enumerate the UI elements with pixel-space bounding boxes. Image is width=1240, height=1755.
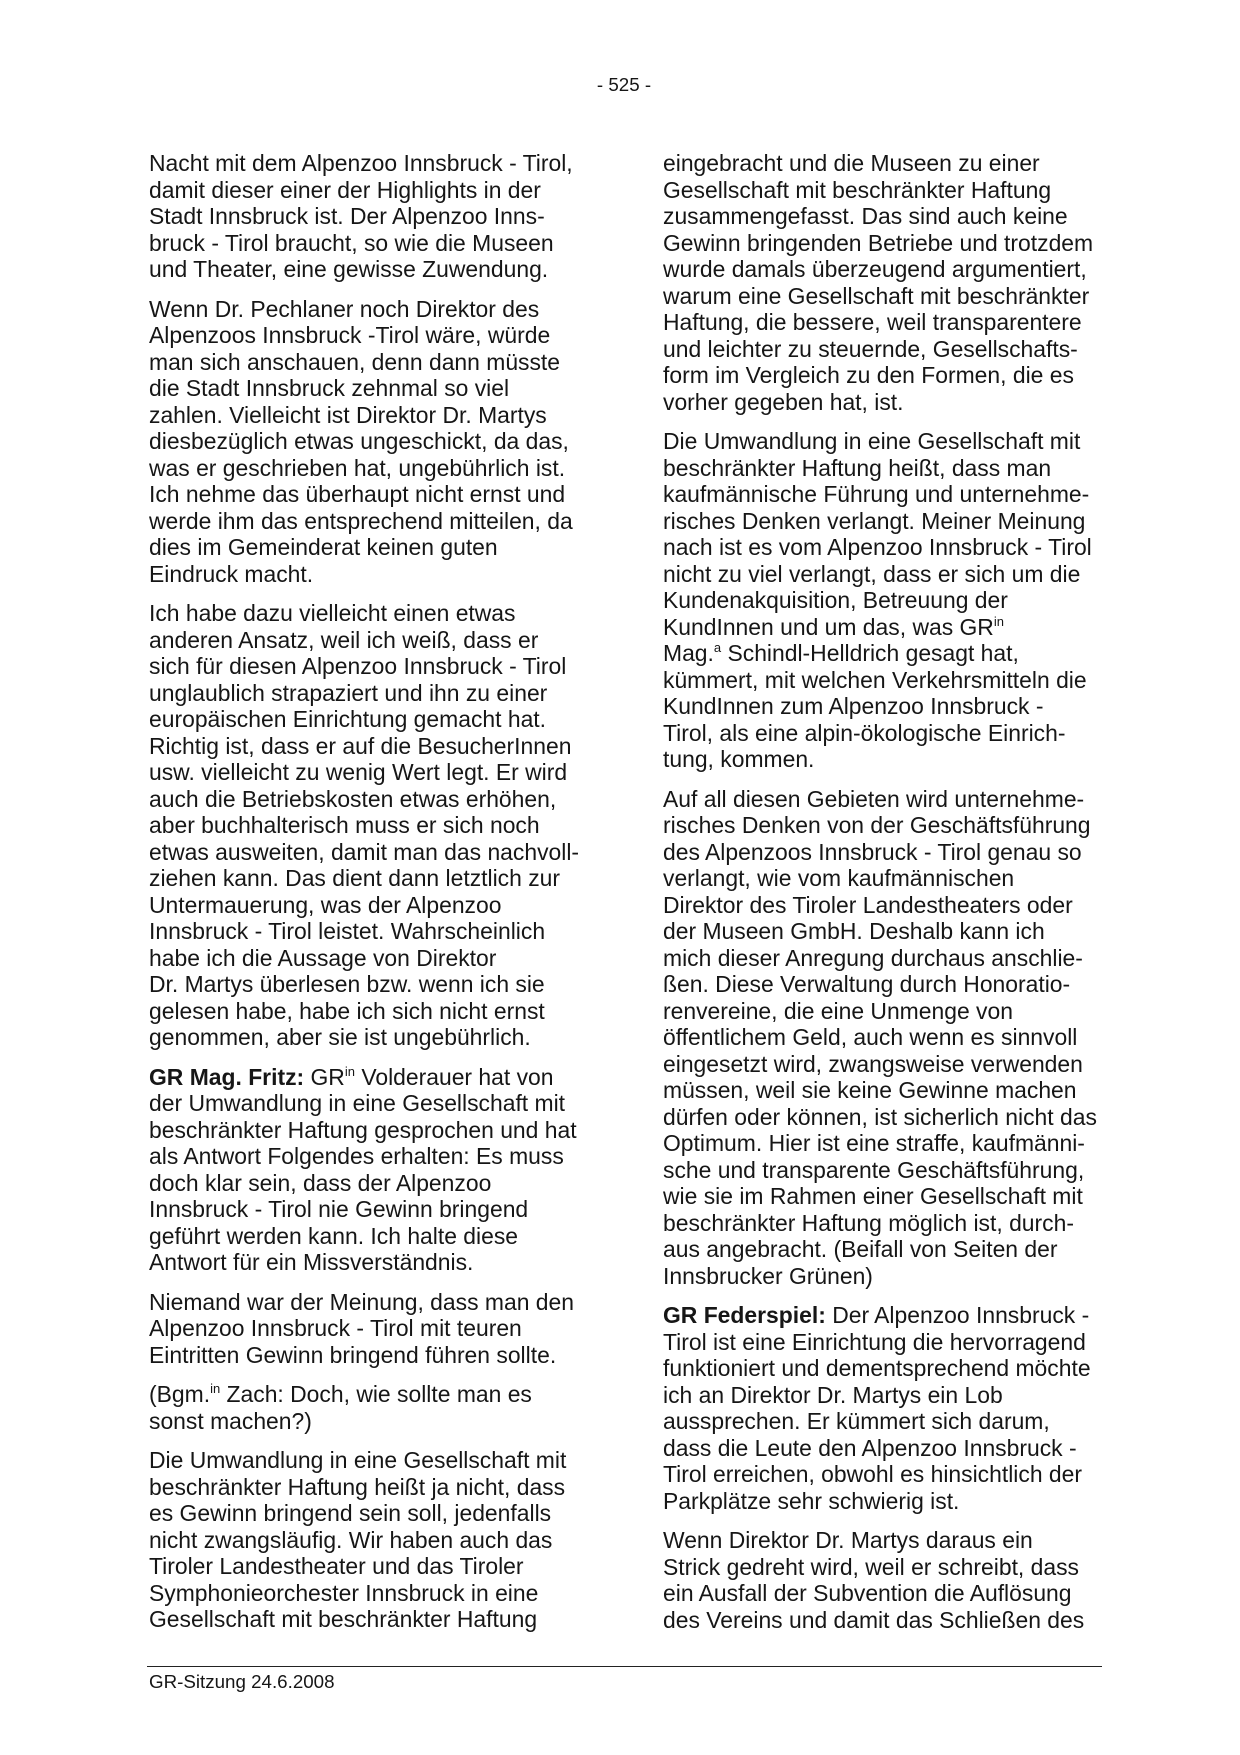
paragraph-text: Der Alpenzoo Innsbruck - Tirol ist eine Einrichtung die hervorragend funktioniert und dementsprechend möchte ich an Direktor Dr. Martys ein Lob aussprechen. Er kümmert sich darum, dass die Leute den Alpenzoo Innsbruck - Tirol erreichen, obwohl es hinsichtlich der Parkplätze sehr schwierig ist. [663,1302,1091,1514]
paragraph: Die Umwandlung in eine Gesellschaft mit beschränkter Haftung heißt ja nicht, dass es Gewinn bringend sein soll, jedenfalls nicht zwangsläufig. Wir haben auch das Tiroler Landestheater und das Tiroler Symphonieorchester Innsbruck in eine Gesellschaft mit beschränkter Haftung [149,1447,567,1632]
paragraph-speech-federspiel [663,1302,1133,1514]
superscript: in [993,613,1004,629]
paragraph-speech-fritz [149,1064,619,1276]
page-number: - 525 - [596,74,652,95]
paragraph [663,428,1133,773]
paragraph-text: Die Umwandlung in eine Gesellschaft mit beschränkter Haftung heißt, dass man kaufmännische Führung und unternehme- risches Denken verlangt. Meiner Meinung nach ist es vom Alpenzoo Innsbruck - Tirol nicht zu viel verlangt, dass er sich um die Kundenakquisition, Betreuung der KundInnen und um das, was GR [663,428,1092,640]
paragraph-text: (Bgm. [149,1381,211,1407]
paragraph: eingebracht und die Museen zu einer Gesellschaft mit beschränkter Haftung zusammengefasst. Das sind auch keine Gewinn bringenden Betriebe und trotzdem wurde damals überzeugend argumentiert, warum eine Gesellschaft mit beschränkter Haftung, die bessere, weil transparentere und leichter zu steuernde, Gesellschafts- form im Vergleich zu den Formen, die es vorher gegeben hat, ist. [663,150,1094,415]
superscript: in [210,1381,221,1396]
paragraph: Ich habe dazu vielleicht einen etwas anderen Ansatz, weil ich weiß, dass er sich für diesen Alpenzoo Innsbruck - Tirol unglaublich strapaziert und ihn zu einer europäischen Einrichtung gemacht hat. Richtig ist, dass er auf die BesucherInnen usw. vielleicht zu wenig Wert legt. Er wird auch die Betriebskosten etwas erhöhen, aber buchhalterisch muss er sich noch etwas ausweiten, damit man das nachvoll- ziehen kann. Das dient dann letztlich zur Untermauerung, was der Alpenzoo Innsbruck - Tirol leistet. Wahrscheinlich habe ich die Aussage von Direktor Dr. Martys überlesen bzw. wenn ich sie gelesen habe, habe ich sich nicht ernst genommen, aber sie ist ungebührlich. [149,600,580,1050]
paragraph-text: Schindl-Helldrich gesagt hat, kümmert, mit welchen Verkehrsmitteln die KundInnen zum Alpenzoo Innsbruck - Tirol, als eine alpin-ökologische Einrich- tung, kommen. [663,640,1087,772]
paragraph-interjection [149,1381,619,1434]
paragraph: Wenn Dr. Pechlaner noch Direktor des Alpenzoos Innsbruck -Tirol wäre, würde man sich anschauen, denn dann müsste die Stadt Innsbruck zehnmal so viel zahlen. Vielleicht ist Direktor Dr. Martys diesbezüglich etwas ungeschickt, da das, was er geschrieben hat, ungebührlich ist. Ich nehme das überhaupt nicht ernst und werde ihm das entsprechend mitteilen, da dies im Gemeinderat keinen guten Eindruck macht. [149,295,573,587]
speaker-name: GR Mag. Fritz: [149,1063,305,1090]
right-column [663,150,1133,1646]
paragraph-text: Mag. [663,640,714,666]
speaker-name: GR Federspiel: [663,1302,826,1328]
paragraph: Niemand war der Meinung, dass man den Alpenzoo Innsbruck - Tirol mit teuren Eintritten Gewinn bringend führen sollte. [149,1288,574,1368]
paragraph: Nacht mit dem Alpenzoo Innsbruck - Tirol, damit dieser einer der Highlights in der Stadt Innsbruck ist. Der Alpenzoo Inns- bruck - Tirol braucht, so wie die Museen und Theater, eine gewisse Zuwendung. [149,150,573,282]
paragraph: Auf all diesen Gebieten wird unternehme- risches Denken von der Geschäftsführung des Alpenzoos Innsbruck - Tirol genau so verlangt, wie vom kaufmännischen Direktor des Tiroler Landestheaters oder der Museen GmbH. Deshalb kann ich mich dieser Anregung durchaus anschlie- ßen. Diese Verwaltung durch Honoratio- renvereine, die eine Unmenge von öffentlichem Geld, auch wenn es sinnvoll eingesetzt wird, zwangsweise verwenden müssen, weil sie keine Gewinne machen dürfen oder können, ist sicherlich nicht das Optimum. Hier ist eine straffe, kaufmänni- sche und transparente Geschäftsführung, wie sie im Rahmen einer Gesellschaft mit beschränkter Haftung möglich ist, durch- aus angebracht. (Beifall von Seiten der Innsbrucker Grünen) [663,785,1097,1289]
paragraph-text: GR [304,1063,345,1090]
superscript: in [344,1063,355,1079]
footer-divider [147,1666,1102,1667]
left-column [149,150,619,1646]
paragraph-text: Volderauer hat von der Umwandlung in eine Gesellschaft mit beschränkter Haftung gesprochen und hat als Antwort Folgendes erhalten: Es muss doch klar sein, dass der Alpenzoo Innsbruck - Tirol nie Gewinn bringend geführt werden kann. Ich halte diese Antwort für ein Missverständnis. [149,1063,577,1275]
superscript: a [713,640,722,655]
footer-session-date: GR-Sitzung 24.6.2008 [149,1671,335,1692]
paragraph-text: Zach: Doch, wie sollte man es sonst machen?) [149,1381,532,1434]
paragraph: Wenn Direktor Dr. Martys daraus ein Strick gedreht wird, weil er schreibt, dass ein Ausfall der Subvention die Auflösung des Vereins und damit das Schließen des [663,1527,1085,1633]
